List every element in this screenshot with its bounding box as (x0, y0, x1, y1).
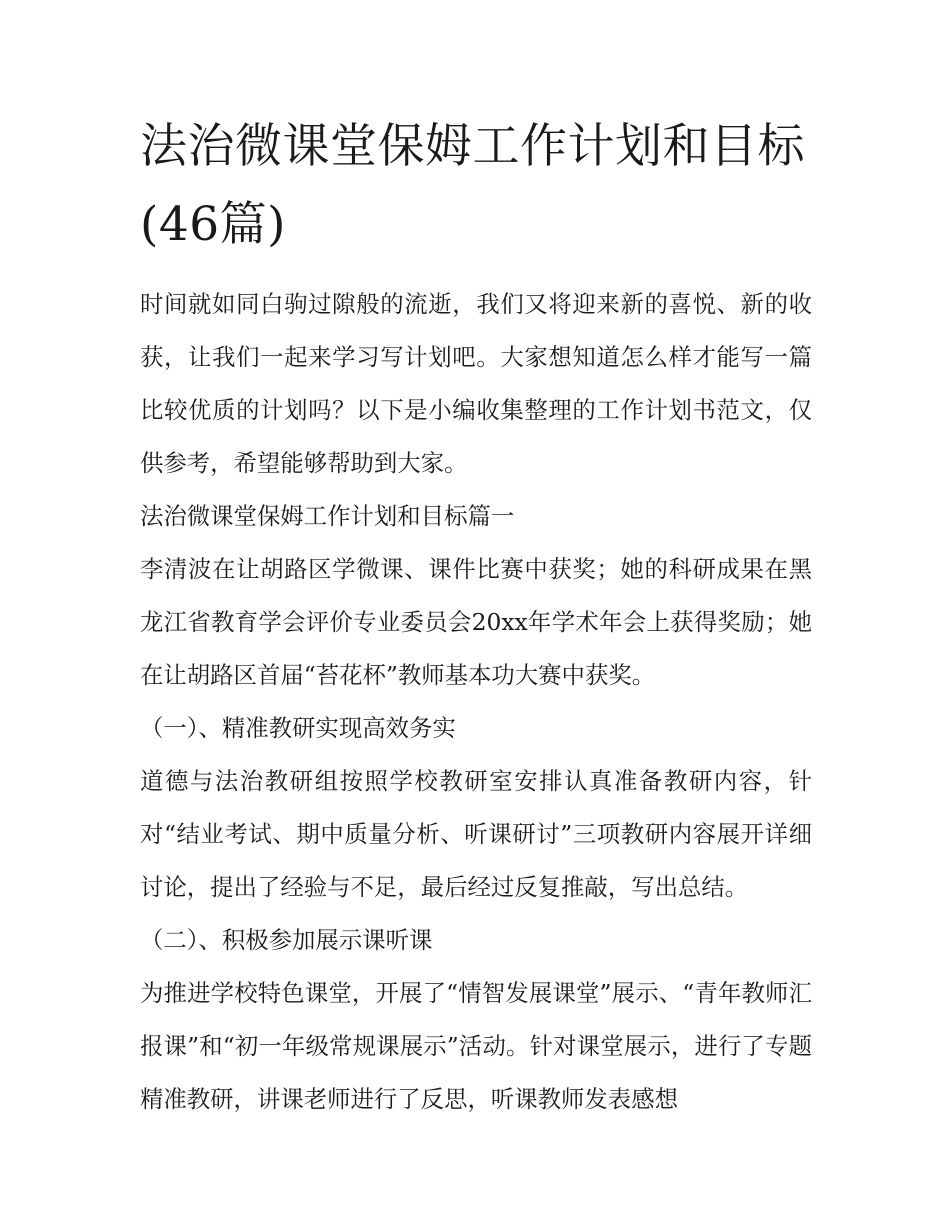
document-title: 法治微课堂保姆工作计划和目标(46篇) (140, 119, 805, 252)
intro-paragraph: 时间就如同白驹过隙般的流逝，我们又将迎来新的喜悦、新的收获，让我们一起来学习写计划吧。大家想知道怎么样才能写一篇比较优质的计划吗？以下是小编收集整理的工作计划书范文，仅供参考，希望能够帮助到大家。 (140, 290, 812, 477)
body-paragraph: 为推进学校特色课堂，开展了“情智发展课堂”展示、“青年教师汇报课”和“初一年级常规课展示”活动。针对课堂展示，进行了专题精准教研，讲课老师进行了反思，听课教师发表感想 (140, 979, 812, 1113)
document-page (140, 108, 812, 1126)
subsection-heading: （一）、精准教研实现高效务实 (140, 714, 456, 742)
body-paragraph: 李清波在让胡路区学微课、课件比赛中获奖；她的科研成果在黑龙江省教育学会评价专业委员会20xx年学术年会上获得奖励；她在让胡路区首届“苔花杯”教师基本功大赛中获奖。 (140, 555, 812, 689)
subsection-heading: （二）、积极参加展示课听课 (140, 926, 433, 954)
section-heading: 法治微课堂保姆工作计划和目标篇一 (140, 502, 515, 530)
body-paragraph: 道德与法治教研组按照学校教研室安排认真准备教研内容，针对“结业考试、期中质量分析、听课研讨”三项教研内容展开详细讨论，提出了经验与不足，最后经过反复推敲，写出总结。 (140, 767, 812, 901)
